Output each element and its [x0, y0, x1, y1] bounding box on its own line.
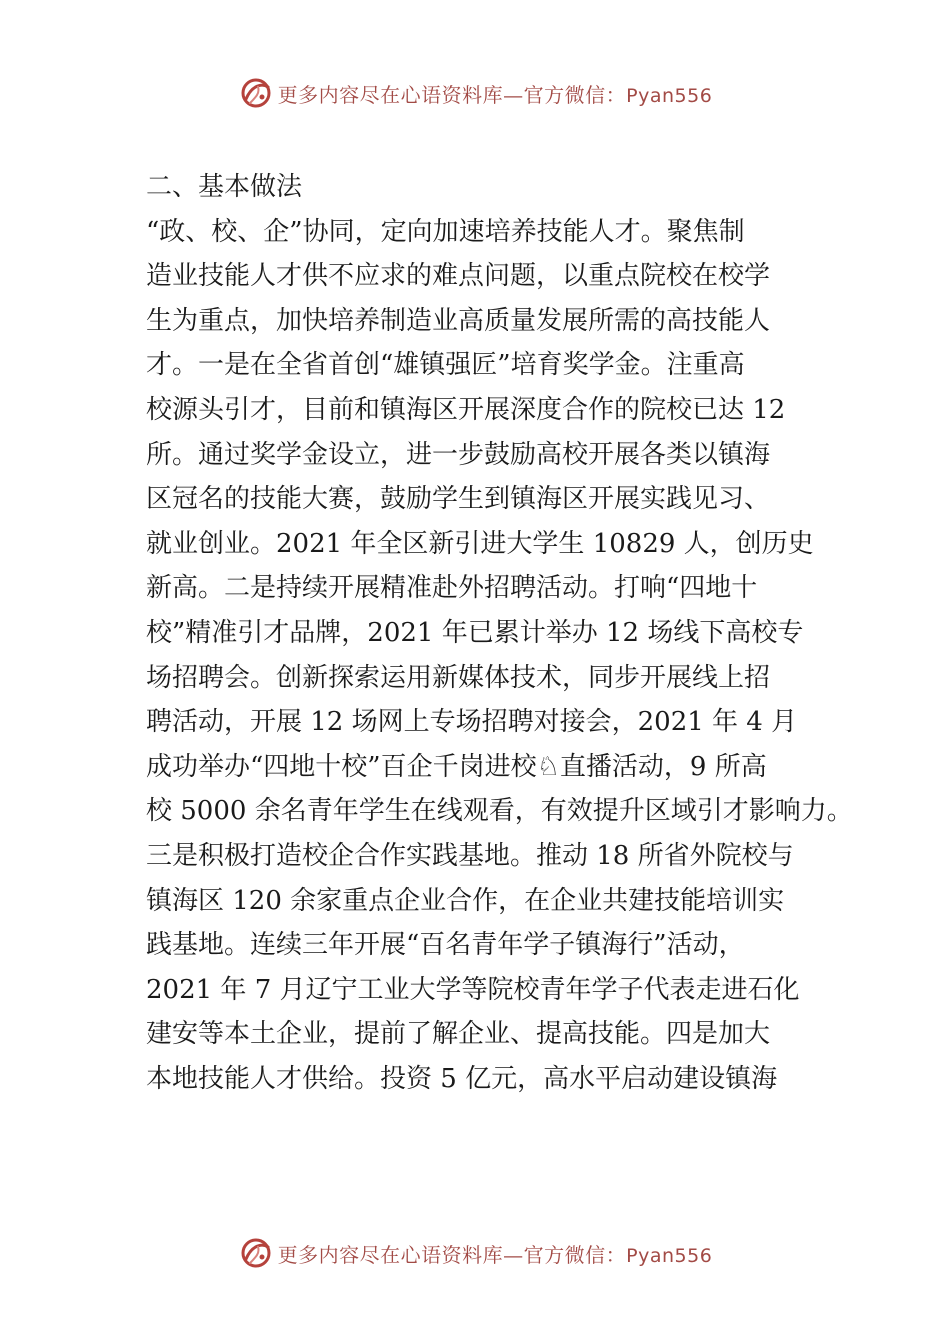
text-line: 践基地。连续三年开展“百名青年学子镇海行”活动， — [146, 930, 745, 961]
paragraph — [146, 210, 853, 1102]
text-line: 造业技能人才供不应求的难点问题，以重点院校在校学 — [146, 261, 771, 292]
document-body — [146, 165, 853, 1101]
text-line: “政、校、企”协同，定向加速培养技能人才。聚焦制 — [146, 216, 745, 247]
header-banner — [0, 73, 950, 113]
section-heading: 二、基本做法 — [146, 172, 303, 202]
text-line: 校”精准引才品牌，2021 年已累计举办 12 场线下高校专 — [146, 617, 804, 648]
red-swirl-logo-icon — [238, 75, 274, 111]
text-line: 所。通过奖学金设立，进一步鼓励高校开展各类以镇海 — [146, 439, 771, 470]
text-line: 本地技能人才供给。投资 5 亿元，高水平启动建设镇海 — [146, 1063, 778, 1094]
text-line: 生为重点，加快培养制造业高质量发展所需的高技能人 — [146, 305, 771, 336]
text-line: 建安等本土企业，提前了解企业、提高技能。四是加大 — [146, 1019, 771, 1050]
banner-label: 更多内容尽在心语资料库—官方微信： — [277, 82, 627, 107]
text-line: 就业创业。2021 年全区新引进大学生 10829 人，创历史 — [146, 528, 814, 559]
text-line: 2021 年 7 月辽宁工业大学等院校青年学子代表走进石化 — [146, 974, 800, 1005]
banner-label: 更多内容尽在心语资料库—官方微信： — [277, 1242, 627, 1267]
text-line: 新高。二是持续开展精准赴外招聘活动。打响“四地十 — [146, 573, 758, 604]
text-line: 区冠名的技能大赛，鼓励学生到镇海区开展实践见习、 — [146, 484, 771, 515]
text-line: 校源头引才，目前和镇海区开展深度合作的院校已达 12 — [146, 394, 786, 425]
banner-text — [278, 79, 713, 108]
red-swirl-logo-icon — [238, 1235, 274, 1271]
text-line: 聘活动，开展 12 场网上专场招聘对接会，2021 年 4 月 — [146, 707, 798, 738]
text-line: 成功举办“四地十校”百企千岗进校♘直播活动，9 所高 — [146, 751, 767, 782]
wechat-id: Pyan556 — [626, 84, 713, 107]
text-line: 三是积极打造校企合作实践基地。推动 18 所省外院校与 — [146, 840, 794, 871]
text-line: 才。一是在全省首创“雄镇强匠”培育奖学金。注重高 — [146, 350, 745, 381]
text-line: 校 5000 余名青年学生在线观看，有效提升区域引才影响力。 — [146, 796, 853, 827]
text-line: 镇海区 120 余家重点企业合作，在企业共建技能培训实 — [146, 885, 785, 916]
banner-text — [278, 1239, 713, 1268]
footer-banner — [0, 1233, 950, 1273]
wechat-id: Pyan556 — [626, 1244, 713, 1267]
text-line: 场招聘会。创新探索运用新媒体技术，同步开展线上招 — [146, 662, 771, 693]
